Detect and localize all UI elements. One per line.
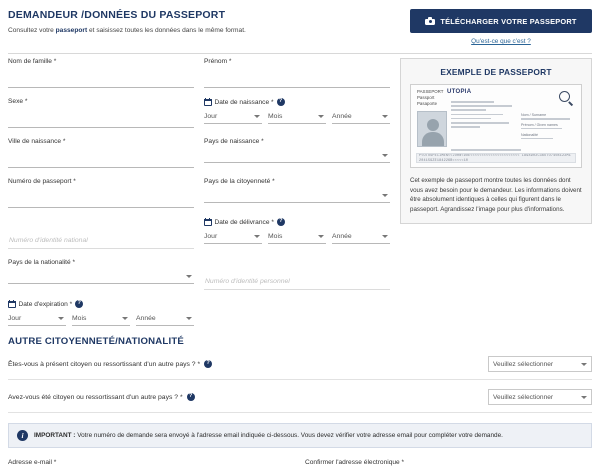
example-column [396,58,592,336]
citizenship-question-former-text-row [8,393,195,401]
chevron-down-icon [254,115,260,118]
issue-date-year-select[interactable] [332,229,390,244]
birth-country-label: Pays de naissance * [204,138,264,145]
national-id-input[interactable] [8,234,194,249]
chevron-down-icon [122,317,128,320]
field-sex [8,98,194,128]
chevron-down-icon [581,396,587,399]
expiry-date-day-value: Jour [8,314,22,322]
birth-date-month-value: Mois [268,112,283,120]
citizenship-current-select[interactable] [488,356,592,372]
citizenship-former-help-icon[interactable]: ? [187,393,195,401]
issue-date-label-row [204,218,390,226]
chevron-down-icon [186,317,192,320]
field-personal-id [204,259,390,290]
national-id-label [8,218,194,226]
expiry-date-year-select[interactable] [136,311,194,326]
example-description: Cet exemple de passeport montre toutes les données dont vous avez besoin pour le demandeur. Les informations doivent être absolument identiques à celles qui figurent dans le passeport. Agrandissez l'image pour plus d'informations. [410,177,582,213]
citizenship-section-title: AUTRE CITOYENNETÉ/NATIONALITÉ [8,336,185,347]
citizenship-question-current-text: Êtes-vous à présent citoyen ou ressortissant d'un autre pays ? * [8,360,201,368]
citizenship-question-current-text-row [8,360,212,368]
example-title: EXEMPLE DE PASSEPORT [440,67,552,77]
field-citizenship-country [204,178,390,208]
birth-date-year-value: Année [332,112,352,120]
birth-date-month-select[interactable] [268,109,326,124]
birth-country-select[interactable] [204,148,390,163]
chevron-down-icon [382,235,388,238]
subtitle-passport-word: passeport [55,27,88,34]
issue-date-label: Date de délivrance * [214,218,274,226]
nationality-country-label: Pays de la nationalité * [8,259,76,266]
expiry-date-month-select[interactable] [72,311,130,326]
expiry-date-label-row [8,300,194,308]
field-passport-number [8,178,194,208]
important-info-label: IMPORTANT : [34,432,76,439]
field-nationality-country [8,259,194,290]
chevron-down-icon [382,154,388,157]
chevron-down-icon [318,235,324,238]
passport-form [8,58,396,336]
first-name-input[interactable] [204,73,390,88]
field-national-id [8,218,194,249]
passport-specimen-image[interactable] [410,84,582,168]
passport-example-panel [400,58,592,224]
passport-number-input[interactable] [8,193,194,208]
passport-photo [417,111,447,147]
issue-date-day-value: Jour [204,232,218,240]
chevron-down-icon [382,115,388,118]
field-birth-city [8,138,194,168]
birth-city-input[interactable] [8,153,194,168]
header-text-block [8,9,398,34]
important-info-bar [8,423,592,448]
nationality-country-select[interactable] [8,269,194,284]
passport-number-label: Numéro de passeport * [8,178,76,185]
email-confirm-label: Confirmer l'adresse électronique * [305,459,405,466]
field-expiry-date [8,300,194,326]
chevron-down-icon [318,115,324,118]
last-name-label: Nom de famille * [8,58,57,65]
birth-date-label-row [204,98,390,106]
page-subtitle [8,27,398,34]
issue-date-day-select[interactable] [204,229,262,244]
upload-passport-button[interactable] [410,9,592,33]
birth-date-day-value: Jour [204,112,218,120]
field-birth-country [204,138,390,168]
citizenship-former-select[interactable] [488,389,592,405]
camera-icon [425,17,435,25]
expiry-date-label: Date d'expiration * [18,300,73,308]
chevron-down-icon [581,363,587,366]
issue-date-selects [204,229,390,244]
citizenship-former-select-value: Veuillez sélectionner [493,393,554,401]
email-label: Adresse e-mail * [8,459,57,466]
what-is-this-link[interactable]: Qu'est-ce que c'est ? [471,38,531,45]
passport-country-name: UTOPIA [447,89,472,95]
chevron-down-icon [382,194,388,197]
citizenship-question-former [8,380,592,413]
expiry-date-day-select[interactable] [8,311,66,326]
page-title: DEMANDEUR /DONNÉES DU PASSEPORT [8,9,226,21]
issue-date-month-value: Mois [268,232,283,240]
field-issue-date [204,218,390,249]
field-last-name [8,58,194,88]
passport-signature-line [451,149,521,151]
subtitle-part-1: Consultez votre [8,27,56,34]
page-header [8,0,592,45]
expiry-date-selects [8,311,194,326]
sex-label: Sexe * [8,98,28,105]
passport-field-lines-left [451,101,523,130]
citizenship-country-select[interactable] [204,188,390,203]
sex-input[interactable] [8,113,194,128]
upload-block [410,9,592,45]
birth-date-day-select[interactable] [204,109,262,124]
citizenship-current-select-value: Veuillez sélectionner [493,360,554,368]
birth-date-label: Date de naissance * [214,98,274,106]
chevron-down-icon [254,235,260,238]
citizenship-current-help-icon[interactable]: ? [204,360,212,368]
first-name-label: Prénom * [204,58,232,65]
passport-mrz-code: P<UTOSPECIMEN<<JOHN<DOE<<<<<<<<<<<<<<<<<<<<<< L898902C36UTO7408122M1204159ZE184226B<<<<<10 [416,153,576,163]
calendar-icon [204,218,212,226]
calendar-icon [204,98,212,106]
form-and-example-row [8,58,592,336]
calendar-icon [8,300,16,308]
birth-date-help-icon[interactable]: ? [277,98,285,106]
birth-date-selects [204,109,390,124]
important-info-text [34,432,503,439]
info-icon: i [17,430,28,441]
last-name-input[interactable] [8,73,194,88]
field-email-confirm [305,459,592,476]
birth-city-label: Ville de naissance * [8,138,66,145]
important-info-body: Votre numéro de demande sera envoyé à l'adresse email indiquée ci-dessous. Vous devez vérifier votre adresse email pour compléter votre demande. [75,432,503,439]
citizenship-question-current [8,347,592,380]
issue-date-year-value: Année [332,232,352,240]
passport-field-lines-right: Nom / Surname Prénom / Given names Nationalité [521,113,575,142]
expiry-date-year-value: Année [136,314,156,322]
chevron-down-icon [186,275,192,278]
field-email [8,459,295,476]
spacer-cell [204,300,390,336]
email-fields-row [8,459,592,476]
citizenship-question-former-text: Avez-vous été citoyen ou ressortissant d'un autre pays ? * [8,393,183,401]
chevron-down-icon [58,317,64,320]
expiry-date-month-value: Mois [72,314,87,322]
issue-date-help-icon[interactable]: ? [277,218,285,226]
passport-header-text: PASSEPORT Passport Pasaporte [417,89,444,107]
expiry-date-help-icon[interactable]: ? [75,300,83,308]
issue-date-month-select[interactable] [268,229,326,244]
personal-id-input[interactable] [204,275,390,290]
personal-id-label [204,259,390,267]
citizenship-country-label: Pays de la citoyenneté * [204,178,275,185]
subtitle-part-2: et saisissez toutes les données dans le même format. [87,27,246,34]
field-first-name [204,58,390,88]
birth-date-year-select[interactable] [332,109,390,124]
header-divider [8,53,592,54]
field-birth-date [204,98,390,128]
magnifier-icon[interactable] [559,91,574,106]
upload-passport-button-label: TÉLÉCHARGER VOTRE PASSEPORT [440,16,577,26]
